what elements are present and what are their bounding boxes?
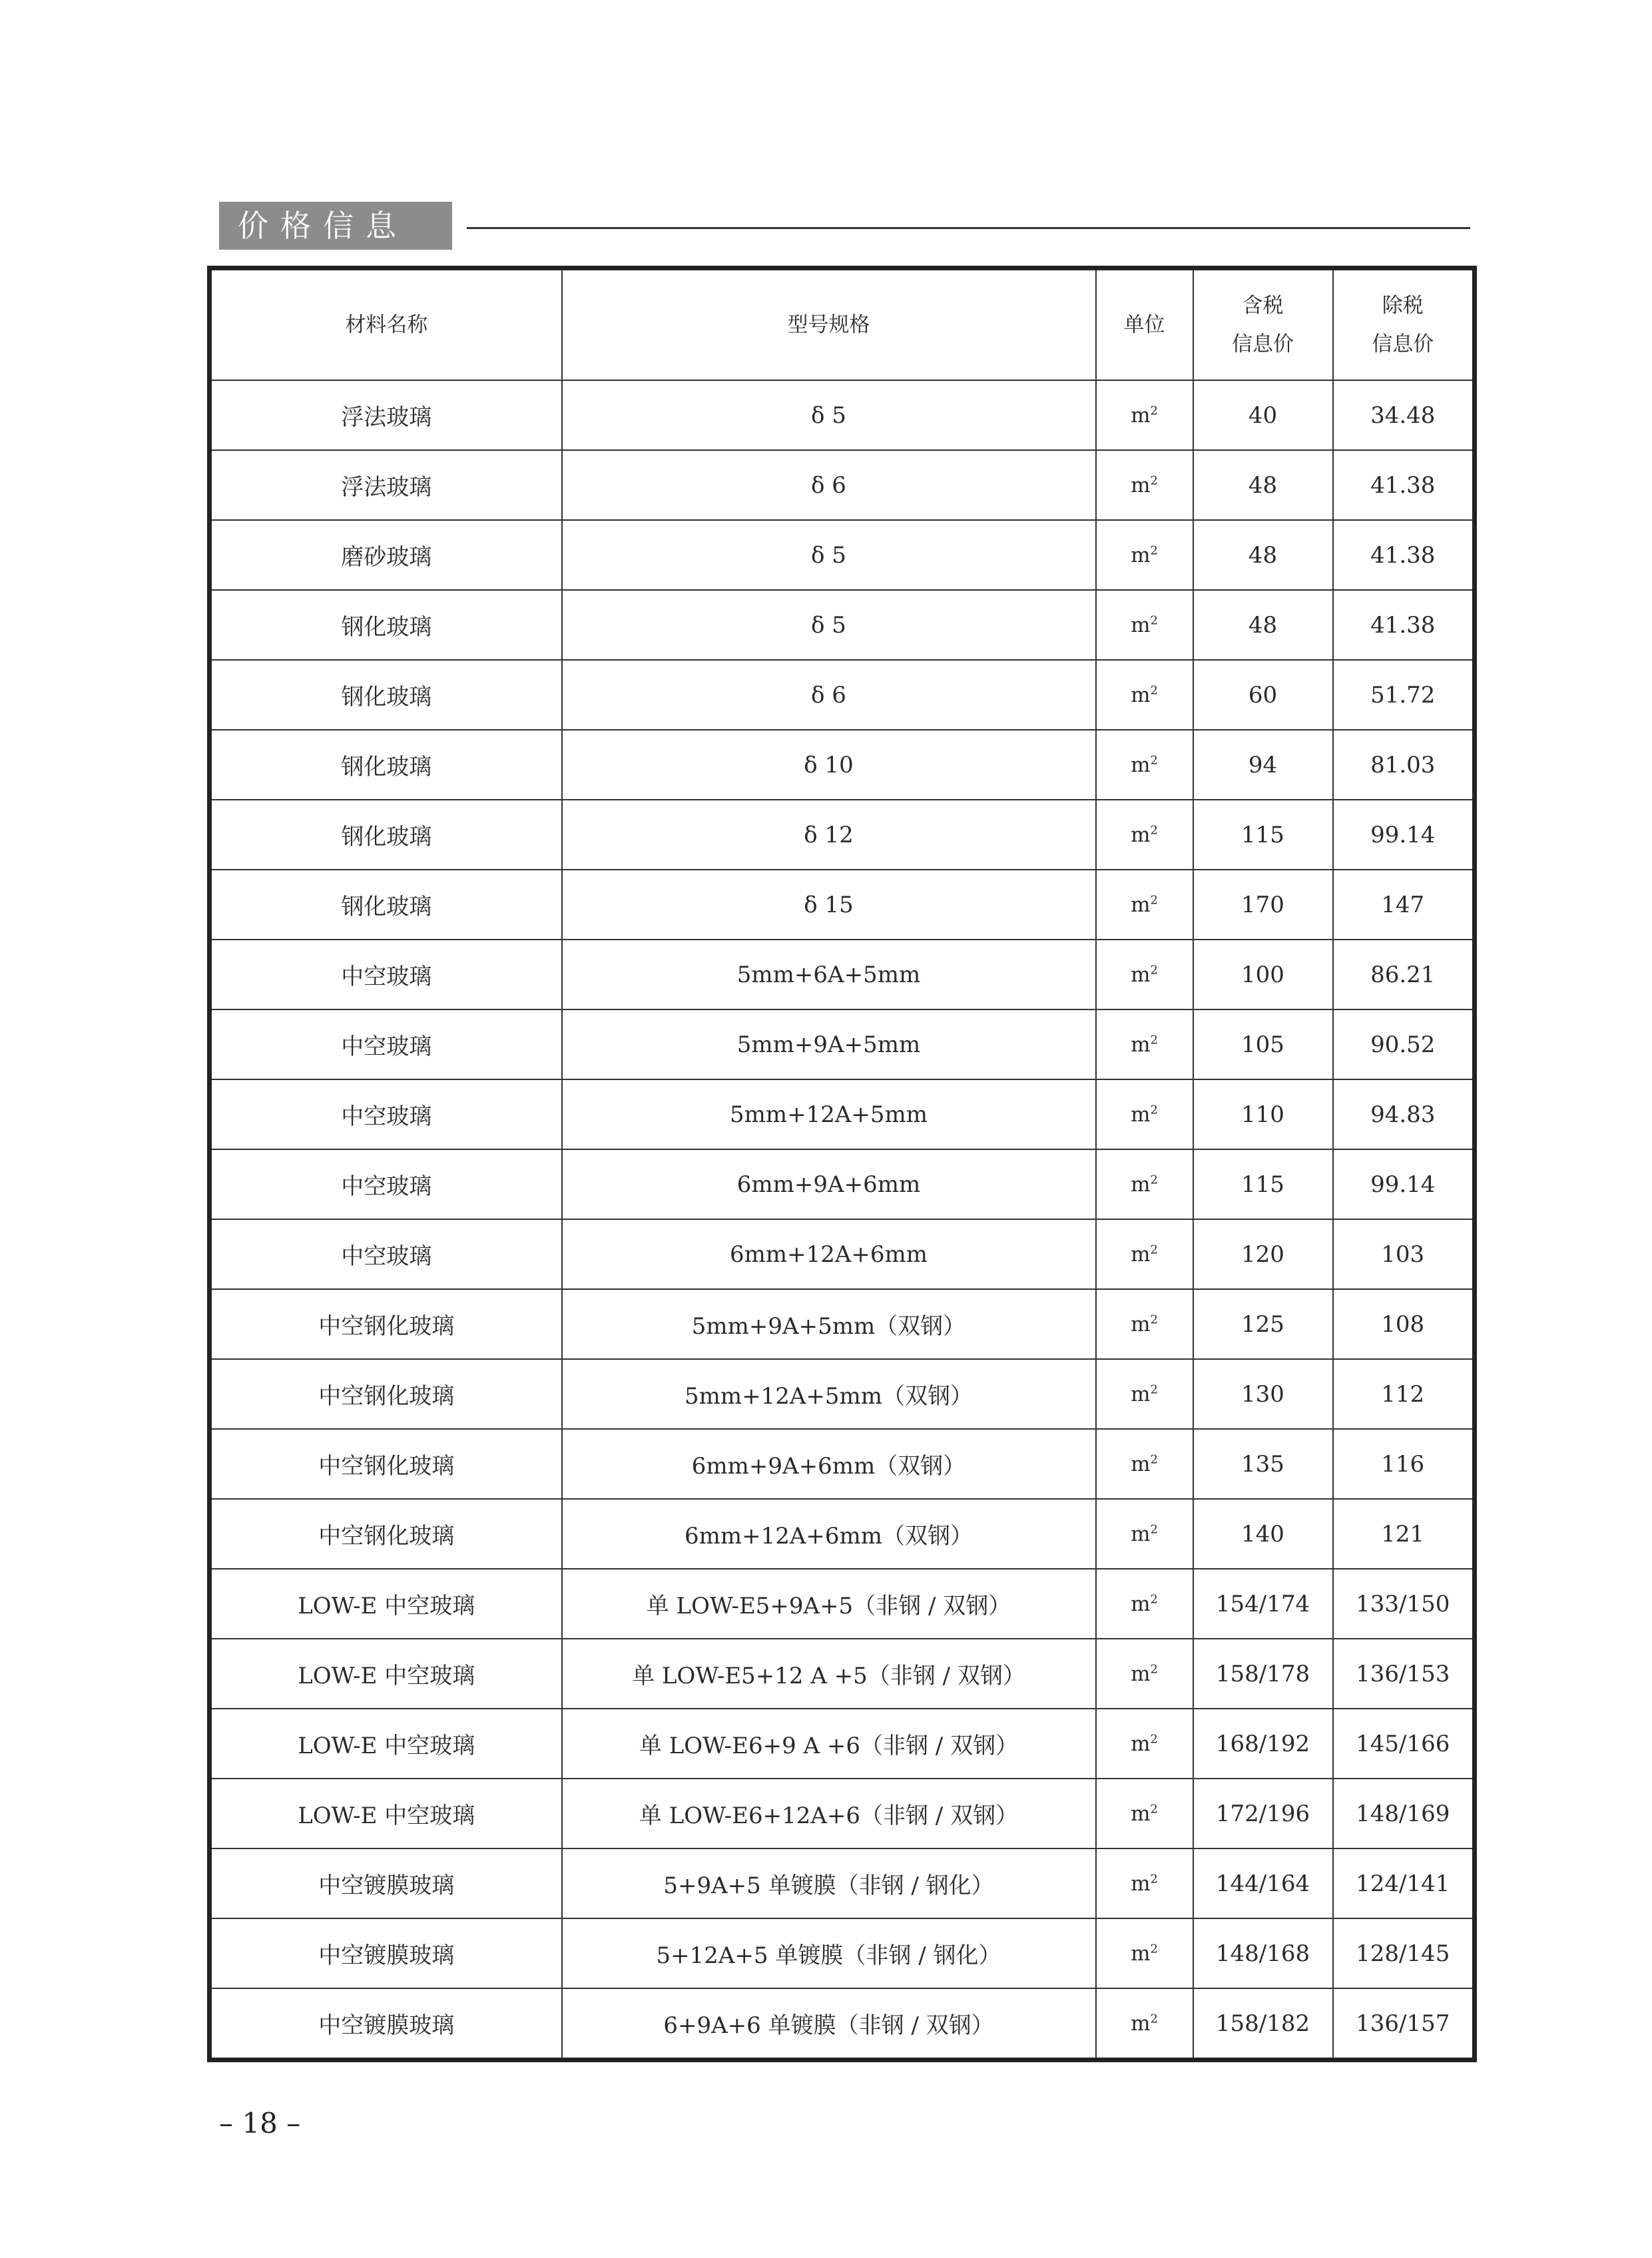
cell-name: 中空玻璃 <box>210 940 562 1009</box>
cell-unit <box>1096 1289 1193 1359</box>
unit-exponent: 2 <box>1150 1033 1158 1047</box>
cell-unit <box>1096 660 1193 730</box>
unit-exponent: 2 <box>1150 1732 1158 1747</box>
header-ex-tax-line1: 除税 <box>1382 294 1424 318</box>
cell-with-tax: 115 <box>1193 800 1333 870</box>
unit-base: m <box>1131 1312 1151 1336</box>
unit-base: m <box>1131 1871 1151 1896</box>
cell-with-tax: 94 <box>1193 730 1333 800</box>
cell-ex-tax: 108 <box>1333 1289 1475 1359</box>
unit-base: m <box>1131 1661 1151 1686</box>
cell-unit <box>1096 1009 1193 1079</box>
cell-ex-tax: 34.48 <box>1333 380 1475 450</box>
cell-with-tax: 48 <box>1193 520 1333 590</box>
cell-name: 浮法玻璃 <box>210 450 562 520</box>
cell-spec: 6mm+12A+6mm <box>562 1219 1096 1289</box>
cell-unit <box>1096 1429 1193 1499</box>
cell-ex-tax: 124/141 <box>1333 1848 1475 1918</box>
cell-name: LOW-E 中空玻璃 <box>210 1709 562 1779</box>
cell-with-tax: 120 <box>1193 1219 1333 1289</box>
section-title: 价格信息 <box>219 202 452 250</box>
unit-base: m <box>1131 473 1151 497</box>
cell-unit <box>1096 730 1193 800</box>
table-row <box>210 1779 1475 1848</box>
cell-spec: 单 LOW-E5+12 A +5（非钢 / 双钢） <box>562 1639 1096 1709</box>
cell-ex-tax: 116 <box>1333 1429 1475 1499</box>
table-header-row <box>210 268 1475 381</box>
unit-base: m <box>1131 543 1151 567</box>
cell-unit <box>1096 940 1193 1009</box>
cell-name: 中空玻璃 <box>210 1009 562 1079</box>
cell-ex-tax: 51.72 <box>1333 660 1475 730</box>
header-spec: 型号规格 <box>562 268 1096 381</box>
cell-ex-tax: 133/150 <box>1333 1569 1475 1639</box>
cell-with-tax: 48 <box>1193 590 1333 660</box>
cell-with-tax: 148/168 <box>1193 1918 1333 1988</box>
table-row <box>210 520 1475 590</box>
cell-spec: 5+12A+5 单镀膜（非钢 / 钢化） <box>562 1918 1096 1988</box>
table-row <box>210 1429 1475 1499</box>
cell-name: 磨砂玻璃 <box>210 520 562 590</box>
cell-unit <box>1096 1219 1193 1289</box>
table-row <box>210 870 1475 940</box>
unit-exponent: 2 <box>1150 823 1158 838</box>
cell-name: 钢化玻璃 <box>210 730 562 800</box>
table-row <box>210 800 1475 870</box>
unit-base: m <box>1131 1172 1151 1197</box>
table-row <box>210 1918 1475 1988</box>
cell-with-tax: 105 <box>1193 1009 1333 1079</box>
cell-spec: δ 6 <box>562 450 1096 520</box>
cell-unit <box>1096 1918 1193 1988</box>
cell-spec: δ 12 <box>562 800 1096 870</box>
table-row <box>210 1289 1475 1359</box>
unit-exponent: 2 <box>1150 2012 1158 2026</box>
cell-name: 中空玻璃 <box>210 1079 562 1149</box>
cell-spec: δ 15 <box>562 870 1096 940</box>
table-row <box>210 730 1475 800</box>
cell-unit <box>1096 1499 1193 1569</box>
table-row <box>210 1848 1475 1918</box>
cell-spec: δ 5 <box>562 590 1096 660</box>
header-price-ex-tax <box>1333 268 1475 381</box>
cell-name: 中空钢化玻璃 <box>210 1359 562 1429</box>
cell-name: LOW-E 中空玻璃 <box>210 1639 562 1709</box>
cell-ex-tax: 41.38 <box>1333 450 1475 520</box>
unit-exponent: 2 <box>1150 1522 1158 1537</box>
cell-spec: 单 LOW-E6+12A+6（非钢 / 双钢） <box>562 1779 1096 1848</box>
cell-ex-tax: 41.38 <box>1333 590 1475 660</box>
unit-exponent: 2 <box>1150 1452 1158 1467</box>
cell-name: 钢化玻璃 <box>210 590 562 660</box>
unit-base: m <box>1131 752 1151 777</box>
table-row <box>210 1359 1475 1429</box>
cell-spec: 6+9A+6 单镀膜（非钢 / 双钢） <box>562 1988 1096 2060</box>
unit-base: m <box>1131 1941 1151 1966</box>
unit-exponent: 2 <box>1150 1103 1158 1117</box>
unit-exponent: 2 <box>1150 1942 1158 1956</box>
table-row <box>210 380 1475 450</box>
table-row <box>210 590 1475 660</box>
cell-unit <box>1096 870 1193 940</box>
cell-ex-tax: 41.38 <box>1333 520 1475 590</box>
unit-exponent: 2 <box>1150 1312 1158 1327</box>
cell-with-tax: 40 <box>1193 380 1333 450</box>
section-header <box>219 202 1470 250</box>
cell-name: LOW-E 中空玻璃 <box>210 1779 562 1848</box>
unit-exponent: 2 <box>1150 893 1158 908</box>
unit-exponent: 2 <box>1150 1592 1158 1607</box>
cell-spec: 6mm+9A+6mm <box>562 1149 1096 1219</box>
cell-spec: 单 LOW-E6+9 A +6（非钢 / 双钢） <box>562 1709 1096 1779</box>
cell-spec: 6mm+12A+6mm（双钢） <box>562 1499 1096 1569</box>
cell-ex-tax: 147 <box>1333 870 1475 940</box>
cell-ex-tax: 128/145 <box>1333 1918 1475 1988</box>
unit-exponent: 2 <box>1150 543 1158 558</box>
cell-spec: 单 LOW-E5+9A+5（非钢 / 双钢） <box>562 1569 1096 1639</box>
cell-spec: 5mm+12A+5mm（双钢） <box>562 1359 1096 1429</box>
header-unit: 单位 <box>1096 268 1193 381</box>
cell-unit <box>1096 520 1193 590</box>
section-divider <box>467 227 1470 229</box>
unit-base: m <box>1131 822 1151 847</box>
unit-base: m <box>1131 892 1151 917</box>
cell-name: 钢化玻璃 <box>210 660 562 730</box>
cell-spec: δ 5 <box>562 520 1096 590</box>
unit-base: m <box>1131 613 1151 637</box>
cell-ex-tax: 94.83 <box>1333 1079 1475 1149</box>
cell-spec: δ 10 <box>562 730 1096 800</box>
cell-with-tax: 168/192 <box>1193 1709 1333 1779</box>
cell-name: 中空镀膜玻璃 <box>210 1918 562 1988</box>
cell-ex-tax: 86.21 <box>1333 940 1475 1009</box>
cell-unit <box>1096 590 1193 660</box>
cell-unit <box>1096 1988 1193 2060</box>
unit-base: m <box>1131 1382 1151 1406</box>
unit-exponent: 2 <box>1150 1173 1158 1187</box>
cell-with-tax: 154/174 <box>1193 1569 1333 1639</box>
cell-with-tax: 140 <box>1193 1499 1333 1569</box>
cell-ex-tax: 121 <box>1333 1499 1475 1569</box>
cell-name: 钢化玻璃 <box>210 800 562 870</box>
cell-unit <box>1096 1848 1193 1918</box>
page-number: – 18 – <box>219 2107 301 2139</box>
unit-base: m <box>1131 1731 1151 1756</box>
unit-exponent: 2 <box>1150 613 1158 628</box>
cell-with-tax: 48 <box>1193 450 1333 520</box>
header-with-tax-line2: 信息价 <box>1232 332 1294 356</box>
unit-base: m <box>1131 962 1151 987</box>
cell-unit <box>1096 800 1193 870</box>
table-row <box>210 1709 1475 1779</box>
cell-unit <box>1096 1709 1193 1779</box>
cell-ex-tax: 145/166 <box>1333 1709 1475 1779</box>
table-row <box>210 450 1475 520</box>
cell-ex-tax: 136/157 <box>1333 1988 1475 2060</box>
cell-unit <box>1096 1079 1193 1149</box>
header-with-tax-line1: 含税 <box>1242 294 1284 318</box>
cell-spec: 5mm+12A+5mm <box>562 1079 1096 1149</box>
header-price-with-tax <box>1193 268 1333 381</box>
cell-name: 中空玻璃 <box>210 1149 562 1219</box>
cell-ex-tax: 99.14 <box>1333 1149 1475 1219</box>
unit-base: m <box>1131 683 1151 707</box>
cell-with-tax: 144/164 <box>1193 1848 1333 1918</box>
unit-exponent: 2 <box>1150 683 1158 698</box>
cell-name: LOW-E 中空玻璃 <box>210 1569 562 1639</box>
unit-exponent: 2 <box>1150 473 1158 488</box>
unit-base: m <box>1131 1102 1151 1127</box>
cell-with-tax: 115 <box>1193 1149 1333 1219</box>
unit-exponent: 2 <box>1150 963 1158 978</box>
cell-with-tax: 172/196 <box>1193 1779 1333 1848</box>
cell-unit <box>1096 1359 1193 1429</box>
cell-ex-tax: 81.03 <box>1333 730 1475 800</box>
unit-exponent: 2 <box>1150 1382 1158 1397</box>
unit-exponent: 2 <box>1150 1802 1158 1817</box>
unit-base: m <box>1131 1591 1151 1616</box>
cell-spec: 5mm+6A+5mm <box>562 940 1096 1009</box>
cell-name: 中空玻璃 <box>210 1219 562 1289</box>
cell-with-tax: 135 <box>1193 1429 1333 1499</box>
unit-base: m <box>1131 1242 1151 1267</box>
cell-name: 中空钢化玻璃 <box>210 1499 562 1569</box>
cell-with-tax: 158/178 <box>1193 1639 1333 1709</box>
cell-unit <box>1096 450 1193 520</box>
unit-base: m <box>1131 1522 1151 1546</box>
cell-spec: 5mm+9A+5mm <box>562 1009 1096 1079</box>
cell-name: 中空镀膜玻璃 <box>210 1848 562 1918</box>
cell-with-tax: 110 <box>1193 1079 1333 1149</box>
cell-name: 中空镀膜玻璃 <box>210 1988 562 2060</box>
cell-with-tax: 60 <box>1193 660 1333 730</box>
header-material-name: 材料名称 <box>210 268 562 381</box>
table-row <box>210 1009 1475 1079</box>
cell-with-tax: 158/182 <box>1193 1988 1333 2060</box>
unit-exponent: 2 <box>1150 1243 1158 1257</box>
cell-name: 浮法玻璃 <box>210 380 562 450</box>
table-row <box>210 1079 1475 1149</box>
cell-with-tax: 100 <box>1193 940 1333 1009</box>
cell-unit <box>1096 1149 1193 1219</box>
unit-exponent: 2 <box>1150 1662 1158 1677</box>
cell-unit <box>1096 1569 1193 1639</box>
table-body <box>210 380 1475 2060</box>
cell-spec: 5+9A+5 单镀膜（非钢 / 钢化） <box>562 1848 1096 1918</box>
unit-base: m <box>1131 1032 1151 1057</box>
cell-with-tax: 170 <box>1193 870 1333 940</box>
table-row <box>210 660 1475 730</box>
unit-base: m <box>1131 1452 1151 1476</box>
table-row <box>210 940 1475 1009</box>
cell-with-tax: 125 <box>1193 1289 1333 1359</box>
price-table <box>207 266 1477 2062</box>
unit-base: m <box>1131 1801 1151 1826</box>
cell-spec: 5mm+9A+5mm（双钢） <box>562 1289 1096 1359</box>
cell-ex-tax: 90.52 <box>1333 1009 1475 1079</box>
unit-exponent: 2 <box>1150 753 1158 768</box>
cell-spec: δ 6 <box>562 660 1096 730</box>
cell-ex-tax: 99.14 <box>1333 800 1475 870</box>
cell-spec: 6mm+9A+6mm（双钢） <box>562 1429 1096 1499</box>
cell-ex-tax: 148/169 <box>1333 1779 1475 1848</box>
unit-base: m <box>1131 2011 1151 2036</box>
cell-name: 中空钢化玻璃 <box>210 1289 562 1359</box>
cell-name: 中空钢化玻璃 <box>210 1429 562 1499</box>
table-row <box>210 1149 1475 1219</box>
cell-name: 钢化玻璃 <box>210 870 562 940</box>
table-row <box>210 1639 1475 1709</box>
unit-base: m <box>1131 403 1151 427</box>
table-row <box>210 1988 1475 2060</box>
cell-unit <box>1096 380 1193 450</box>
cell-with-tax: 130 <box>1193 1359 1333 1429</box>
header-ex-tax-line2: 信息价 <box>1372 332 1434 356</box>
unit-exponent: 2 <box>1150 404 1158 418</box>
cell-ex-tax: 103 <box>1333 1219 1475 1289</box>
cell-ex-tax: 136/153 <box>1333 1639 1475 1709</box>
unit-exponent: 2 <box>1150 1872 1158 1886</box>
table-row <box>210 1499 1475 1569</box>
cell-unit <box>1096 1639 1193 1709</box>
table-row <box>210 1219 1475 1289</box>
cell-spec: δ 5 <box>562 380 1096 450</box>
cell-unit <box>1096 1779 1193 1848</box>
cell-ex-tax: 112 <box>1333 1359 1475 1429</box>
table-row <box>210 1569 1475 1639</box>
